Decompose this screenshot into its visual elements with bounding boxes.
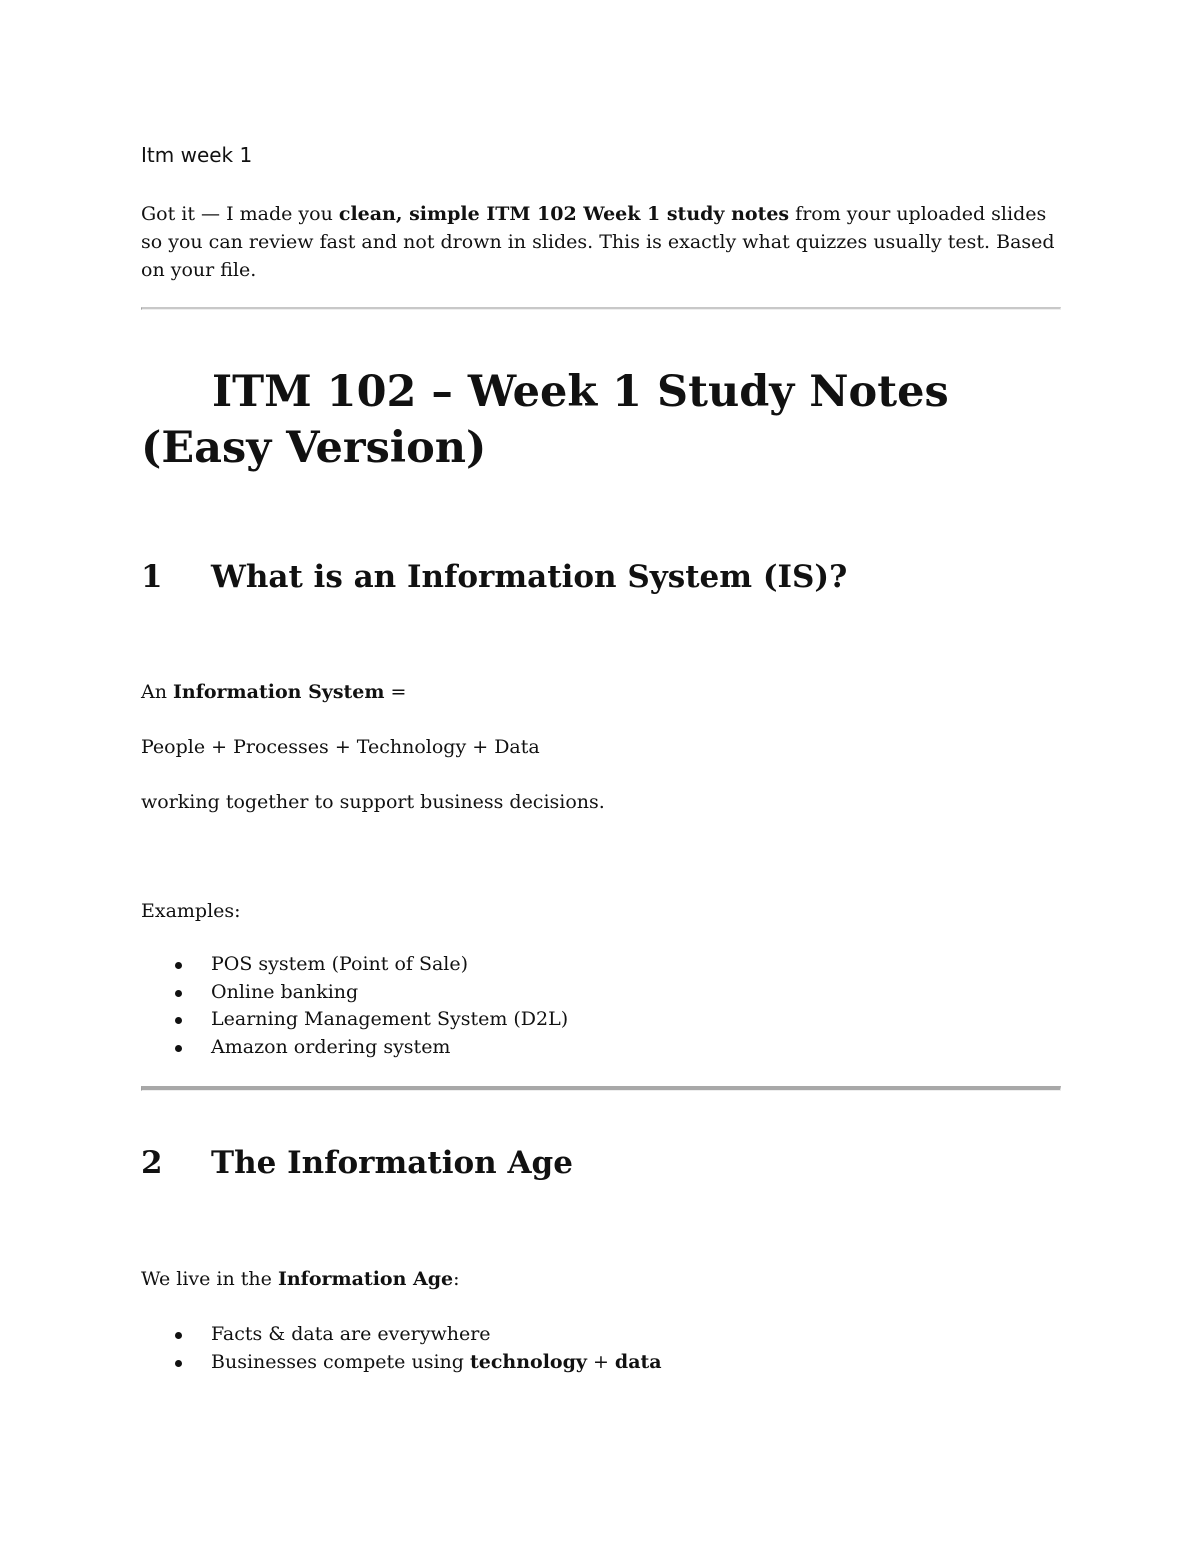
is-definition-prefix: An	[141, 681, 173, 703]
is-definition-line	[141, 678, 406, 706]
examples-list	[141, 951, 568, 1061]
list-item	[141, 1006, 568, 1034]
bullet-icon	[175, 1332, 182, 1339]
list-item-bold-text: technology	[469, 1350, 587, 1373]
section-2-heading	[141, 1143, 573, 1183]
list-item-text: Learning Management System (D2L)	[211, 1008, 569, 1030]
intro-text-1: Got it — I made you	[141, 203, 339, 225]
list-item-text: POS system (Point of Sale)	[211, 953, 469, 975]
section-1-number: 1	[141, 559, 163, 595]
examples-label: Examples:	[141, 900, 241, 922]
list-item	[141, 1349, 662, 1377]
list-item-text: Businesses compete using	[211, 1350, 470, 1373]
list-item	[141, 979, 568, 1007]
information-age-term: Information Age	[277, 1268, 454, 1290]
horizontal-divider-top	[141, 307, 1061, 310]
information-age-suffix: :	[453, 1268, 460, 1290]
bullet-icon	[175, 1045, 182, 1052]
intro-bold-text: clean, simple ITM 102 Week 1 study notes	[338, 203, 790, 225]
is-components-line: People + Processes + Technology + Data	[141, 736, 540, 758]
section-1-title: What is an Information System (IS)?	[211, 559, 848, 595]
list-item	[141, 1034, 568, 1062]
list-item-text: Amazon ordering system	[211, 1035, 451, 1058]
bullet-icon	[175, 962, 182, 969]
bullet-icon	[175, 1017, 182, 1024]
is-definition-term: Information System	[173, 681, 385, 703]
bullet-icon	[175, 1360, 182, 1367]
section-2-title: The Information Age	[211, 1145, 573, 1181]
main-title: ITM 102 – Week 1 Study Notes (Easy Version)	[141, 367, 949, 473]
horizontal-divider-section	[141, 1086, 1061, 1091]
information-age-prefix: We live in the	[141, 1268, 278, 1290]
list-item-bold-text: data	[614, 1350, 662, 1373]
is-purpose-line: working together to support business decisions.	[141, 791, 605, 813]
intro-paragraph	[141, 200, 1059, 284]
section-2-number: 2	[141, 1145, 163, 1181]
list-item	[141, 1321, 662, 1349]
document-label: Itm week 1	[141, 143, 253, 167]
intro-text-2: from your uploaded slides so you can review fast and not drown in slides. This is exactly what quizzes usually test. Based on your file.	[141, 203, 1055, 281]
list-item-text: Facts & data are everywhere	[211, 1323, 491, 1345]
bullet-icon	[175, 990, 182, 997]
list-item-text: +	[586, 1350, 615, 1373]
section-1-heading	[141, 557, 847, 597]
list-item-text: Online banking	[211, 980, 359, 1003]
information-age-list	[141, 1321, 662, 1376]
is-definition-suffix: =	[384, 681, 407, 703]
information-age-line	[141, 1265, 460, 1293]
list-item	[141, 951, 568, 979]
